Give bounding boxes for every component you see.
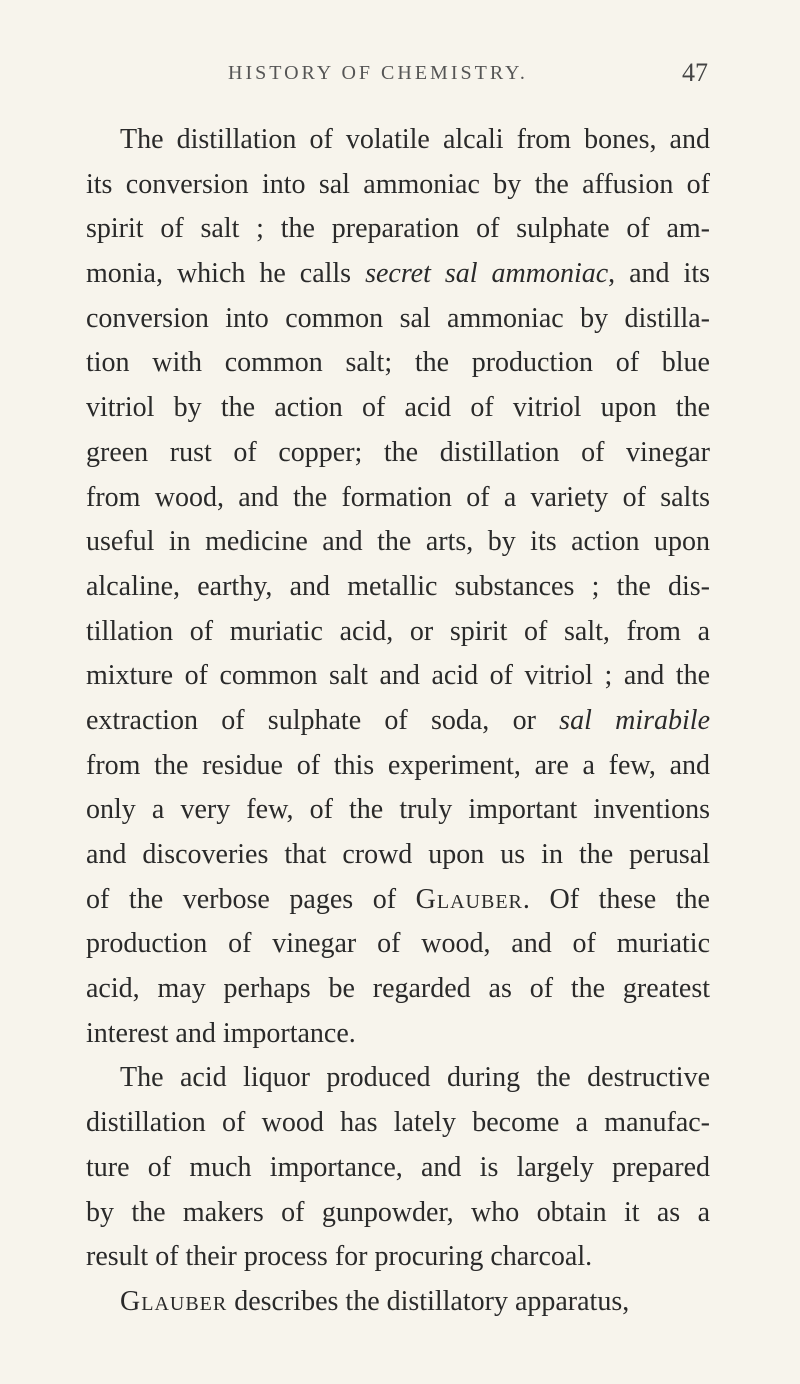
text-line bbox=[86, 163, 710, 208]
text-line bbox=[86, 1280, 710, 1325]
text-line bbox=[86, 922, 710, 967]
text-line bbox=[86, 1101, 710, 1146]
text-line bbox=[86, 699, 710, 744]
text-line bbox=[86, 431, 710, 476]
text-line bbox=[86, 1012, 710, 1057]
text-run: acid, may perhaps be regarded as of the greatest bbox=[86, 973, 710, 1005]
text-line bbox=[86, 878, 710, 923]
text-run: alcaline, earthy, and metallic substances ; the dis- bbox=[86, 570, 710, 602]
text-run: of the verbose pages of bbox=[86, 883, 416, 915]
text-run: from wood, and the formation of a variety of salts bbox=[86, 481, 710, 513]
running-head-title: HISTORY OF CHEMISTRY. bbox=[228, 62, 528, 84]
text-run: The acid liquor produced during the destructive bbox=[120, 1062, 710, 1094]
text-run: distillation of wood has lately become a manufac- bbox=[86, 1107, 710, 1139]
text-line bbox=[86, 744, 710, 789]
text-run: result of their process for procuring charcoal. bbox=[86, 1241, 593, 1273]
text-line bbox=[86, 252, 710, 297]
text-run: extraction of sulphate of soda, or bbox=[86, 704, 560, 736]
text-line bbox=[86, 833, 710, 878]
text-line bbox=[86, 118, 710, 163]
text-run: , and its bbox=[608, 258, 710, 290]
text-run: from the residue of this experiment, are a few, and bbox=[86, 749, 710, 781]
page-number: 47 bbox=[682, 58, 708, 87]
text-run: monia, which he calls bbox=[86, 258, 366, 290]
text-run: secret sal ammoniac bbox=[365, 258, 609, 290]
text-line bbox=[86, 1146, 710, 1191]
text-line bbox=[86, 967, 710, 1012]
text-run: vitriol by the action of acid of vitriol upon the bbox=[86, 392, 710, 424]
text-line bbox=[86, 1235, 710, 1280]
text-line bbox=[86, 476, 710, 521]
text-line bbox=[86, 207, 710, 252]
text-run: sal mirabile bbox=[559, 704, 710, 736]
text-run: ture of much importance, and is largely prepared bbox=[86, 1151, 710, 1183]
text-line bbox=[86, 520, 710, 565]
text-line bbox=[86, 386, 710, 431]
text-line bbox=[86, 1056, 710, 1101]
text-run: production of vinegar of wood, and of muriatic bbox=[86, 928, 710, 960]
text-run: only a very few, of the truly important inventions bbox=[86, 794, 710, 826]
text-run: green rust of copper; the distillation of vinegar bbox=[86, 436, 710, 468]
text-line bbox=[86, 788, 710, 833]
text-run: interest and importance. bbox=[86, 1017, 356, 1049]
text-run: and discoveries that crowd upon us in the perusal bbox=[86, 839, 710, 870]
text-run: . Of these the bbox=[522, 883, 710, 915]
body-text bbox=[86, 118, 710, 1325]
text-run: tillation of muriatic acid, or spirit of salt, from a bbox=[86, 615, 710, 647]
text-run: its conversion into sal ammoniac by the affusion of bbox=[86, 168, 710, 200]
text-run: spirit of salt ; the preparation of sulphate of am- bbox=[86, 213, 710, 245]
text-run: The distillation of volatile alcali from bones, and bbox=[120, 124, 710, 155]
text-line bbox=[86, 1191, 710, 1236]
text-line bbox=[86, 341, 710, 386]
text-run: by the makers of gunpowder, who obtain it as a bbox=[86, 1196, 710, 1228]
text-run: tion with common salt; the production of blue bbox=[86, 347, 710, 379]
text-line bbox=[86, 565, 710, 610]
text-run: mixture of common salt and acid of vitriol ; and the bbox=[86, 660, 710, 692]
text-run: Glauber bbox=[415, 883, 523, 915]
running-head bbox=[100, 58, 720, 98]
text-run: Glauber bbox=[120, 1285, 228, 1317]
text-run: conversion into common sal ammoniac by distilla- bbox=[86, 302, 710, 334]
text-line bbox=[86, 297, 710, 342]
text-line bbox=[86, 654, 710, 699]
text-run: useful in medicine and the arts, by its action upon bbox=[86, 526, 710, 558]
text-line bbox=[86, 610, 710, 655]
text-run: describes the distillatory apparatus, bbox=[227, 1285, 630, 1317]
